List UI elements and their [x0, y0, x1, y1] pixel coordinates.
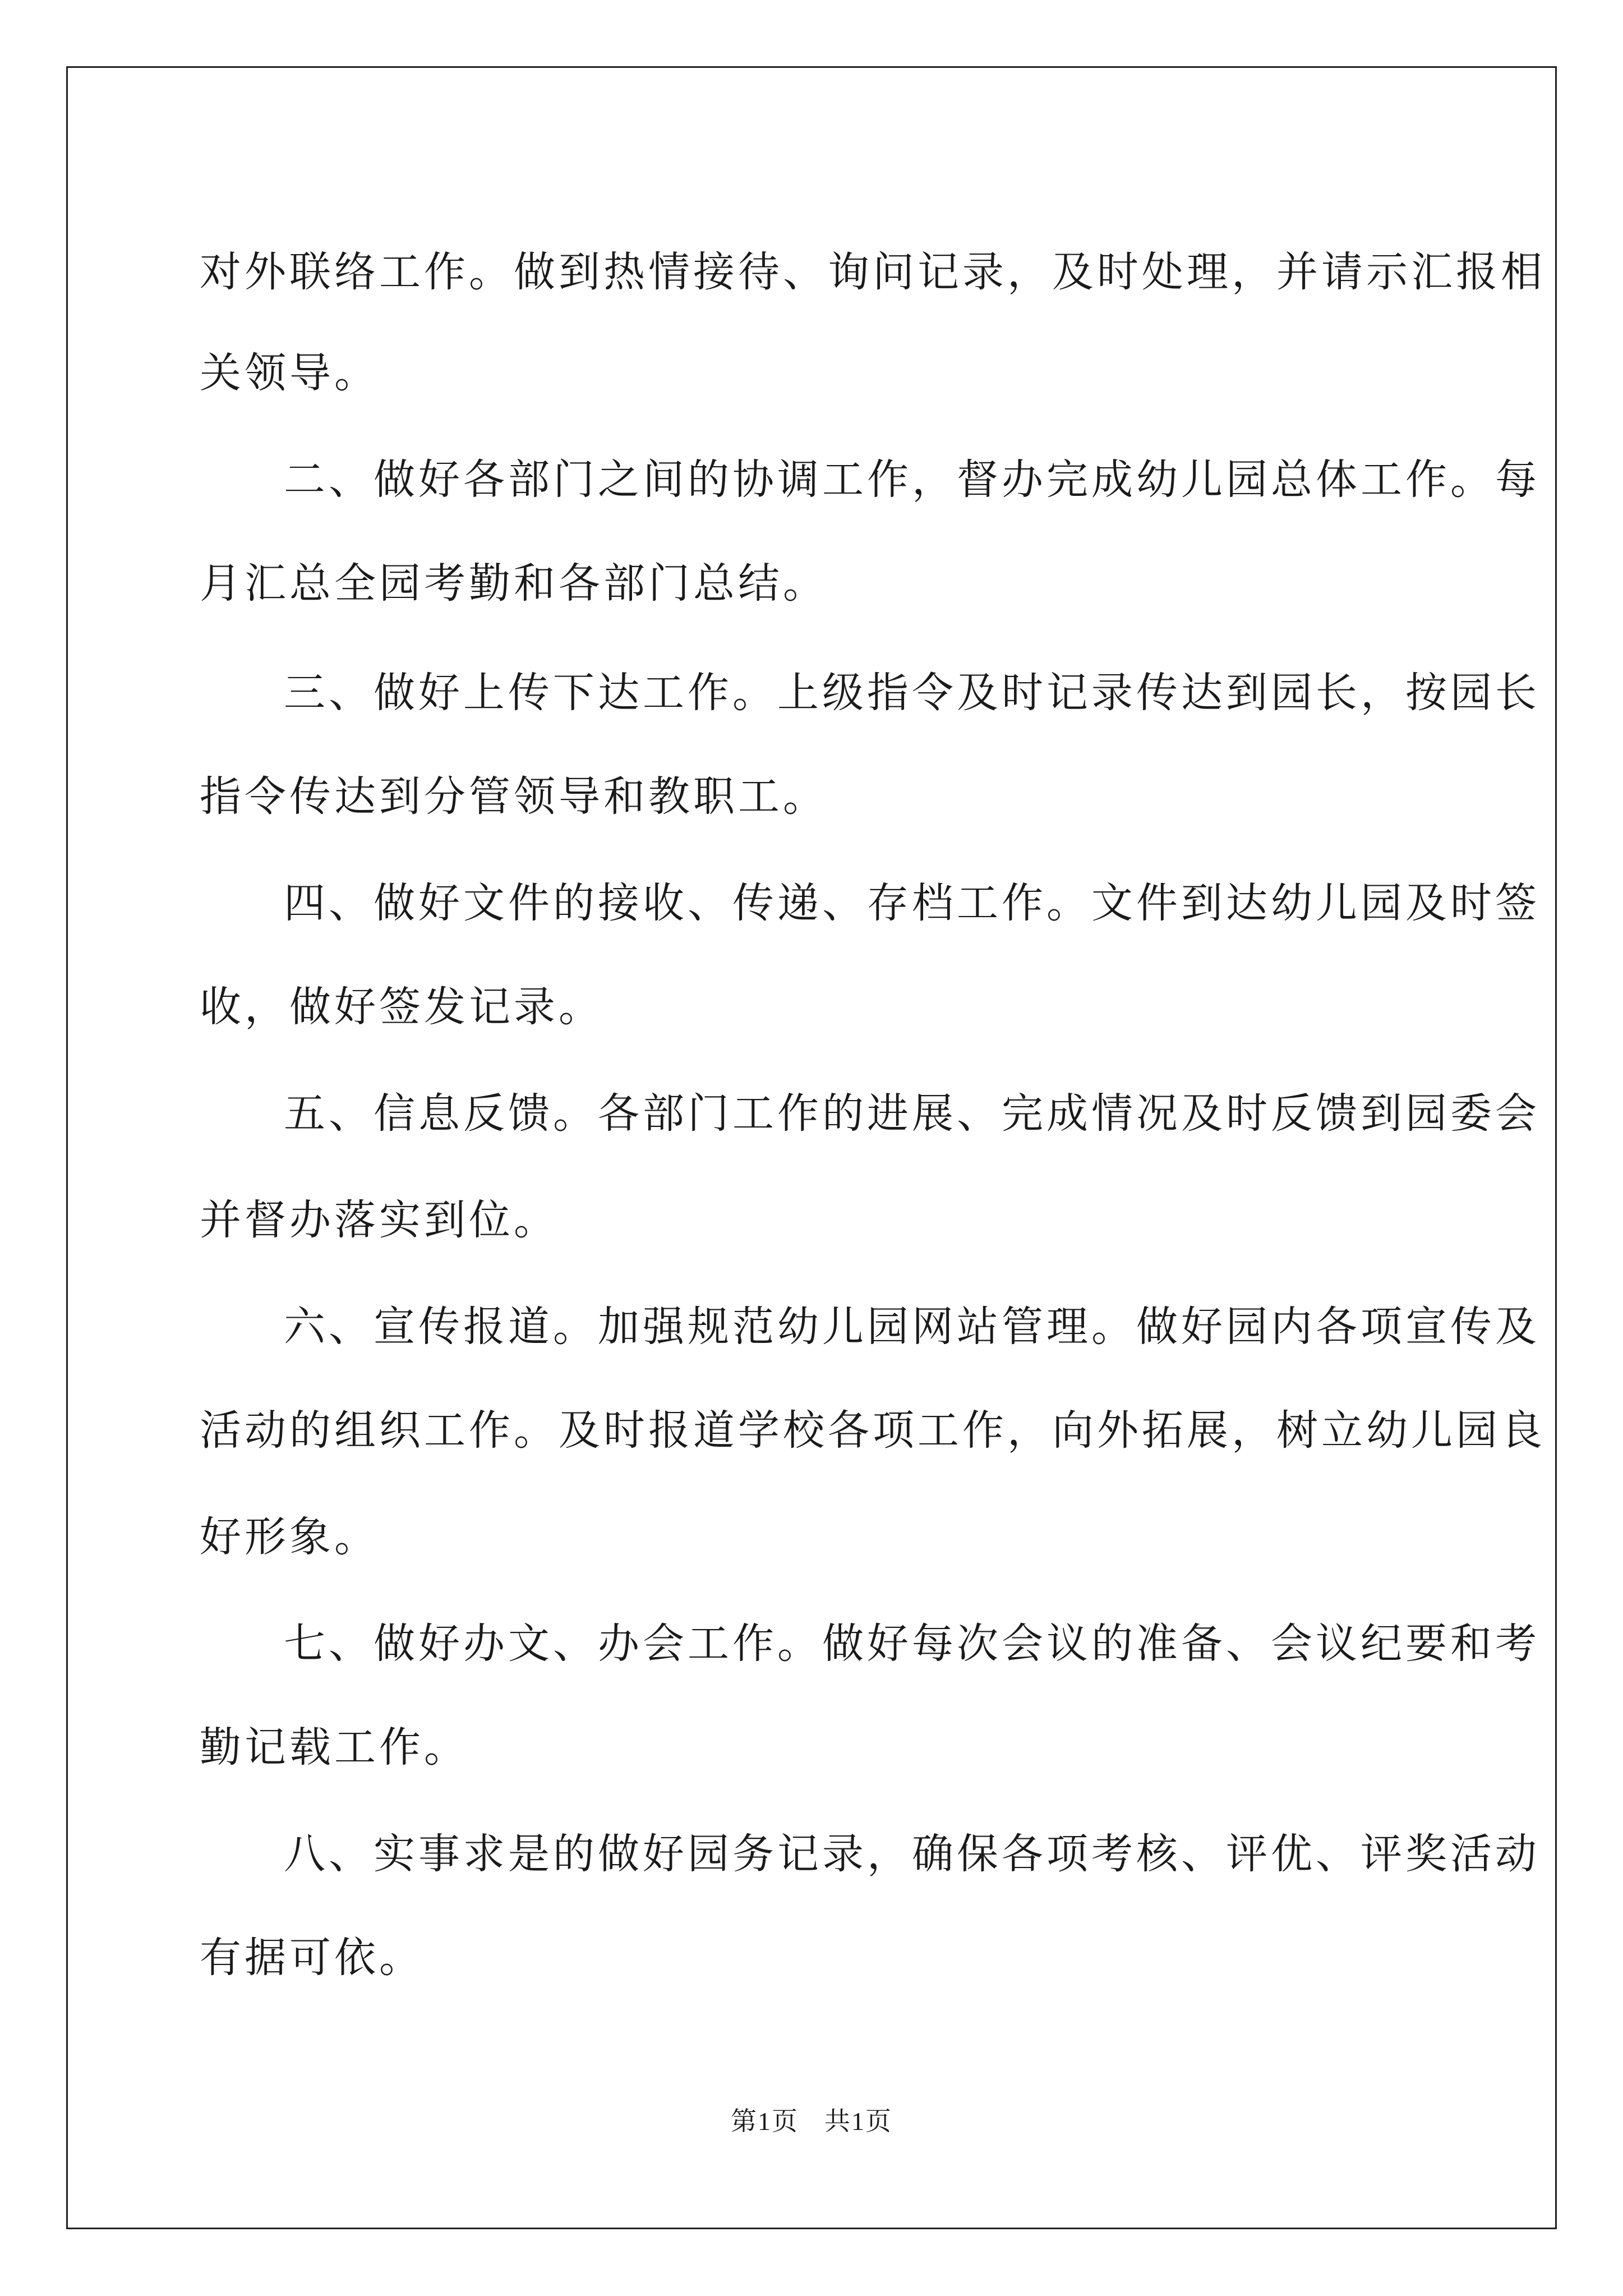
text-line: 八、实事求是的做好园务记录，确保各项考核、评优、评奖活动 [284, 1830, 1540, 1878]
page-total: 共1页 [824, 2107, 892, 2136]
text-line: 勤记载工作。 [200, 1723, 469, 1772]
text-line: 关领导。 [200, 349, 379, 397]
text-line: 三、做好上传下达工作。上级指令及时记录传达到园长，按园长 [284, 669, 1540, 717]
text-line: 五、信息反馈。各部门工作的进展、完成情况及时反馈到园委会 [284, 1089, 1540, 1138]
page-footer [0, 2101, 1623, 2138]
text-line: 指令传达到分管领导和教职工。 [200, 772, 828, 821]
text-line: 月汇总全园考勤和各部门总结。 [200, 559, 828, 608]
text-line: 二、做好各部门之间的协调工作，督办完成幼儿园总体工作。每 [284, 455, 1540, 504]
text-line: 收，做好签发记录。 [200, 983, 603, 1031]
page-number: 第1页 [731, 2107, 799, 2136]
text-line: 六、宣传报道。加强规范幼儿园网站管理。做好园内各项宣传及 [284, 1303, 1540, 1351]
text-line: 有据可依。 [200, 1934, 424, 1982]
text-line: 好形象。 [200, 1513, 379, 1561]
text-line: 七、做好办文、办会工作。做好每次会议的准备、会议纪要和考 [284, 1619, 1540, 1668]
text-line: 对外联络工作。做到热情接待、询问记录，及时处理，并请示汇报相 [200, 248, 1546, 296]
text-line: 并督办落实到位。 [200, 1196, 559, 1244]
text-line: 活动的组织工作。及时报道学校各项工作，向外拓展，树立幼儿园良 [200, 1406, 1546, 1455]
text-line: 四、做好文件的接收、传递、存档工作。文件到达幼儿园及时签 [284, 879, 1540, 927]
